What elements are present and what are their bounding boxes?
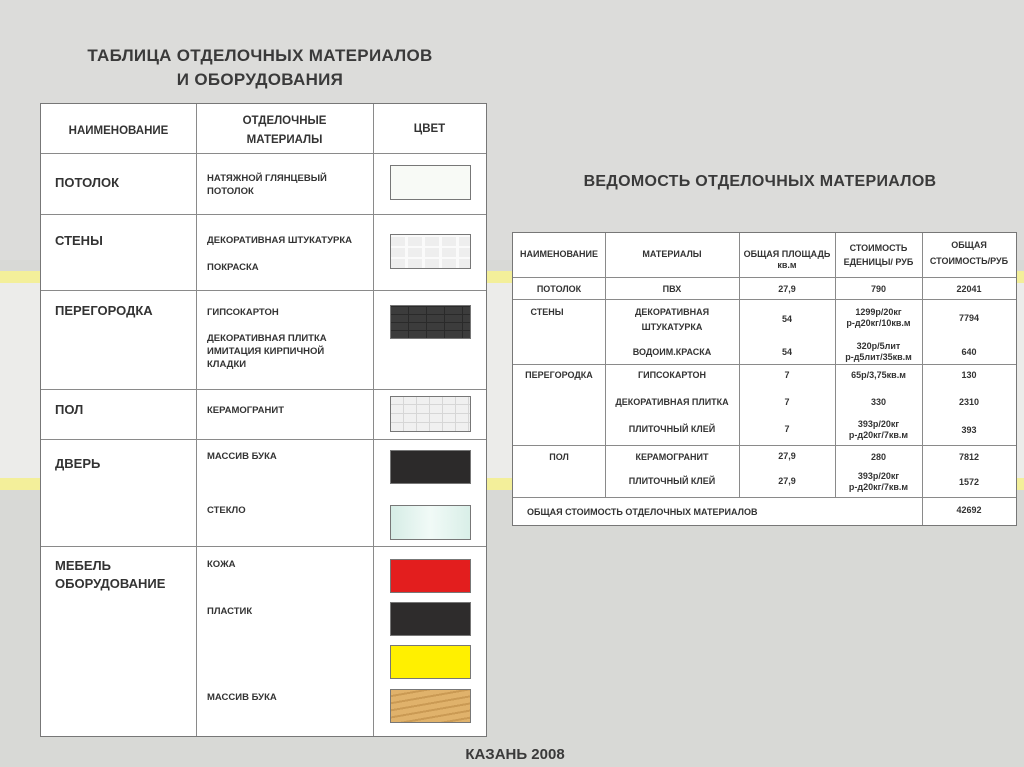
rt-row-partition-area: 7 — [784, 370, 790, 380]
swatch-walls — [390, 234, 471, 269]
row-name-furniture-line1: МЕБЕЛЬ — [55, 558, 111, 573]
material-partition-tile-line2: ИМИТАЦИЯ КИРПИЧНОЙ — [207, 346, 325, 357]
rt-header-unit-line2: ЕДЕНИЦЫ/ РУБ — [843, 257, 914, 267]
col-divider — [373, 104, 374, 736]
rt-row-floor-adhesive-unit-line1: 393р/20кг — [857, 471, 900, 481]
rt-row-tile-total: 2310 — [958, 397, 980, 407]
swatch-leather — [390, 559, 471, 593]
rt-row-partition-name: ПЕРЕГОРОДКА — [525, 370, 593, 380]
rt-header-area-line1: ОБЩАЯ ПЛОЩАДЬ — [743, 249, 831, 259]
row-name-furniture — [55, 557, 165, 593]
rt-row-ceiling-area: 27,9 — [778, 284, 796, 294]
left-title-line1: ТАБЛИЦА ОТДЕЛОЧНЫХ МАТЕРИАЛОВ — [87, 46, 433, 65]
rt-row-floor-unit: 280 — [870, 452, 887, 462]
material-furniture-leather: КОЖА — [207, 559, 236, 570]
rt-row-adhesive-total: 393 — [961, 425, 977, 435]
rt-header-unit-line1: СТОИМОСТЬ — [849, 243, 908, 253]
material-walls-plaster: ДЕКОРАТИВНАЯ ШТУКАТУРКА — [207, 235, 353, 246]
material-door-glass: СТЕКЛО — [207, 505, 246, 516]
rt-row-walls-unit-line2: р-д20кг/10кв.м — [846, 318, 911, 328]
row-divider — [41, 389, 486, 390]
swatch-door-glass — [390, 505, 471, 540]
rt-header-unit-cost — [835, 243, 922, 268]
rt-header-name: НАИМЕНОВАНИЕ — [520, 249, 598, 259]
row-name-partition: ПЕРЕГОРОДКА — [55, 303, 153, 318]
rt-row-paint-total: 640 — [961, 347, 977, 357]
rt-row-partition-total: 130 — [961, 370, 977, 380]
material-floor: КЕРАМОГРАНИТ — [207, 405, 285, 416]
rt-row-ceiling-name: ПОТОЛОК — [536, 284, 582, 294]
row-name-walls: СТЕНЫ — [55, 233, 103, 248]
swatch-plastic — [390, 602, 471, 636]
rt-row-ceiling-material: ПВХ — [662, 284, 682, 294]
right-table-title: ВЕДОМОСТЬ ОТДЕЛОЧНЫХ МАТЕРИАЛОВ — [583, 173, 937, 190]
rt-row-adhesive-unit-line2: р-д20кг/7кв.м — [848, 430, 909, 440]
rt-grand-total-value: 42692 — [956, 505, 982, 515]
swatch-floor — [390, 396, 471, 432]
rt-row-adhesive-material: ПЛИТОЧНЫЙ КЛЕЙ — [628, 424, 716, 434]
row-divider — [41, 546, 486, 547]
swatch-door-beech — [390, 450, 471, 484]
rt-grand-total-label: ОБЩАЯ СТОИМОСТЬ ОТДЕЛОЧНЫХ МАТЕРИАЛОВ — [527, 507, 758, 517]
rt-header-total-line2: СТОИМОСТЬ/РУБ — [929, 256, 1009, 266]
left-table-title — [40, 44, 480, 92]
rt-row-adhesive-area: 7 — [784, 424, 790, 434]
row-divider — [513, 497, 1016, 498]
material-ceiling-line2: ПОТОЛОК — [207, 186, 254, 197]
rt-row-partition-material: ГИПСОКАРТОН — [638, 370, 706, 380]
rt-row-ceiling-total: 22041 — [956, 284, 982, 294]
row-divider — [41, 439, 486, 440]
rt-row-adhesive-unit — [835, 419, 922, 441]
rt-row-adhesive-unit-line1: 393р/20кг — [857, 419, 900, 429]
rt-row-paint-material: ВОДОИМ.КРАСКА — [632, 347, 712, 357]
row-divider — [513, 364, 1016, 365]
material-furniture-plastic: ПЛАСТИК — [207, 606, 253, 617]
rt-row-paint-unit — [835, 341, 922, 363]
row-divider — [41, 214, 486, 215]
row-divider — [513, 277, 1016, 278]
rt-row-ceiling-unit: 790 — [870, 284, 887, 294]
rt-row-paint-unit-line1: 320р/5лит — [856, 341, 901, 351]
rt-row-floor-adhesive-area: 27,9 — [778, 476, 796, 486]
row-divider — [513, 445, 1016, 446]
row-name-door: ДВЕРЬ — [55, 456, 101, 471]
swatch-ceiling — [390, 165, 471, 200]
material-partition-tile-line1: ДЕКОРАТИВНАЯ ПЛИТКА — [207, 333, 327, 344]
rt-header-area-line2: кв.м — [777, 260, 797, 270]
rt-row-walls-total: 7794 — [958, 313, 980, 323]
header-materials-line1: ОТДЕЛОЧНЫЕ — [242, 115, 327, 127]
rt-row-floor-area: 27,9 — [778, 451, 796, 461]
material-partition-tile-line3: КЛАДКИ — [207, 359, 247, 370]
swatch-beech-wood — [390, 689, 471, 723]
footer-city-year: КАЗАНЬ 2008 — [465, 746, 565, 763]
row-divider — [513, 299, 1016, 300]
rt-row-floor-adhesive-total: 1572 — [958, 477, 980, 487]
header-color: ЦВЕТ — [413, 123, 446, 135]
rt-header-area — [739, 249, 835, 271]
rt-row-floor-adhesive-unit-line2: р-д20кг/7кв.м — [848, 482, 909, 492]
rt-row-paint-area: 54 — [781, 347, 792, 357]
header-name: НАИМЕНОВАНИЕ — [68, 125, 169, 137]
left-title-line2: И ОБОРУДОВАНИЯ — [176, 70, 344, 89]
row-name-floor: ПОЛ — [55, 402, 84, 417]
rt-row-floor-name: ПОЛ — [549, 452, 569, 462]
header-materials-line2: МАТЕРИАЛЫ — [246, 134, 323, 146]
rt-row-paint-unit-line2: р-д5лит/35кв.м — [845, 352, 912, 362]
material-door-beech: МАССИВ БУКА — [207, 451, 277, 462]
rt-header-materials: МАТЕРИАЛЫ — [642, 249, 702, 259]
rt-header-total-line1: ОБЩАЯ — [951, 240, 987, 250]
rt-row-floor-adhesive-unit — [835, 471, 922, 493]
material-partition-drywall: ГИПСОКАРТОН — [207, 307, 279, 318]
materials-cost-sheet — [512, 232, 1017, 526]
rt-row-tile-area: 7 — [784, 397, 790, 407]
rt-row-partition-unit: 65р/3,75кв.м — [851, 370, 906, 380]
material-furniture-beech: МАССИВ БУКА — [207, 692, 277, 703]
rt-row-tile-unit: 330 — [870, 397, 887, 407]
rt-row-floor-material: КЕРАМОГРАНИТ — [635, 452, 709, 462]
finishing-materials-table — [40, 103, 487, 737]
row-divider — [41, 290, 486, 291]
row-name-furniture-line2: ОБОРУДОВАНИЕ — [55, 576, 166, 591]
rt-row-walls-area: 54 — [781, 314, 792, 324]
header-materials — [196, 112, 373, 150]
material-ceiling-line1: НАТЯЖНОЙ ГЛЯНЦЕВЫЙ — [207, 173, 327, 184]
rt-row-walls-name: СТЕНЫ — [530, 307, 564, 317]
rt-row-floor-adhesive-material: ПЛИТОЧНЫЙ КЛЕЙ — [628, 476, 716, 486]
rt-row-walls-material-line1: ДЕКОРАТИВНАЯ — [634, 307, 710, 317]
swatch-yellow — [390, 645, 471, 679]
row-divider — [41, 153, 486, 154]
rt-row-walls-material-line2: ШТУКАТУРКА — [641, 322, 703, 332]
rt-row-floor-total: 7812 — [958, 452, 980, 462]
col-divider — [196, 104, 197, 736]
swatch-partition — [390, 305, 471, 339]
rt-header-total-cost — [922, 240, 1016, 267]
rt-row-walls-unit-line1: 1299р/20кг — [855, 307, 902, 317]
rt-row-tile-material: ДЕКОРАТИВНАЯ ПЛИТКА — [615, 397, 729, 407]
material-walls-paint: ПОКРАСКА — [207, 262, 259, 273]
row-name-ceiling: ПОТОЛОК — [55, 175, 120, 190]
rt-row-walls-unit — [835, 307, 922, 329]
rt-row-walls-material — [605, 307, 739, 333]
